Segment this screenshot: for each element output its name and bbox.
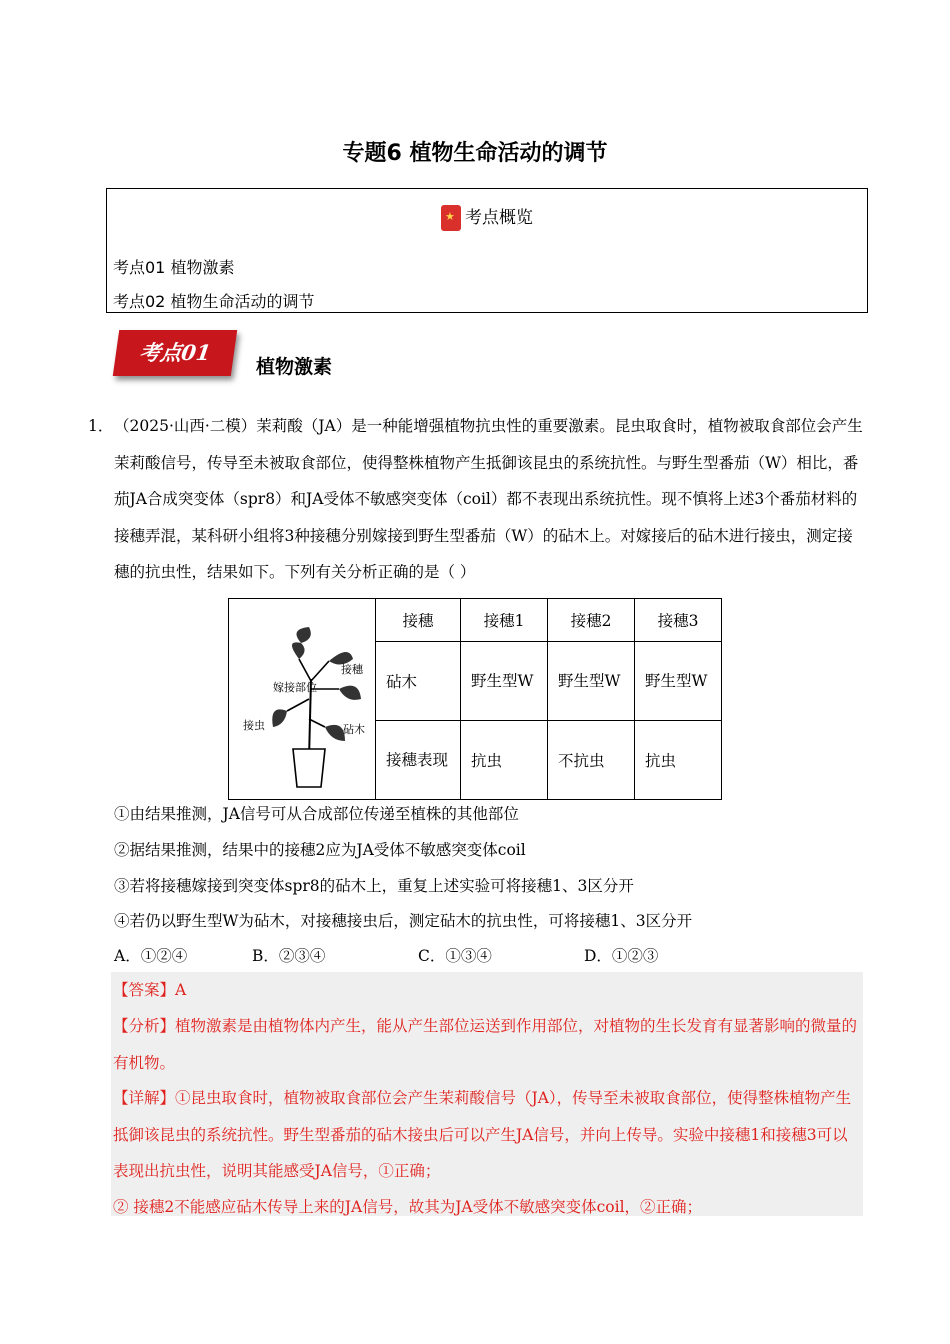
question-1 <box>88 408 868 591</box>
overview-heading-text: 考点概览 <box>465 208 533 228</box>
table-cell: 野生型W <box>461 641 548 720</box>
statement-3: ③若将接穗嫁接到突变体spr8的砧木上，重复上述实验可将接穗1、3区分开 <box>114 877 634 895</box>
table-cell: 抗虫 <box>461 720 548 799</box>
statement-2: ②据结果推测，结果中的接穗2应为JA受体不敏感突变体coil <box>114 841 526 859</box>
label-scion: 接穗 <box>341 663 363 676</box>
column-header: 接穗2 <box>548 599 635 642</box>
page-title: 专题6 植物生命活动的调节 <box>342 141 608 166</box>
overview-heading <box>107 203 867 231</box>
table-cell: 抗虫 <box>635 720 722 799</box>
row-header: 接穗 <box>376 599 461 642</box>
label-rootstock: 砧木 <box>343 723 365 736</box>
analysis-text: 【分析】植物激素是由植物体内产生，能从产生部位运送到作用部位，对植物的生长发育有显著影响的微量的有机物。 <box>113 1017 858 1072</box>
option-c: C．①③④ <box>418 947 492 965</box>
overview-box <box>106 188 868 313</box>
grafted-plant-illustration <box>229 599 375 795</box>
result-table <box>228 598 722 800</box>
overview-item-1: 考点01 植物激素 <box>113 258 235 277</box>
label-insect: 接虫 <box>243 719 265 732</box>
label-graft: 嫁接部位 <box>273 681 317 694</box>
table-cell: 不抗虫 <box>548 720 635 799</box>
section-badge: 考点01 <box>113 330 237 376</box>
column-header: 接穗3 <box>635 599 722 642</box>
answer-block <box>111 972 863 1216</box>
overview-item-2: 考点02 植物生命活动的调节 <box>113 292 315 311</box>
row-header: 接穗表现 <box>376 720 461 799</box>
option-d: D．①②③ <box>584 947 659 965</box>
statement-4: ④若仍以野生型W为砧木，对接穗接虫后，测定砧木的抗虫性，可将接穗1、3区分开 <box>114 912 693 930</box>
section-title: 植物激素 <box>256 356 333 378</box>
row-header: 砧木 <box>376 641 461 720</box>
column-header: 接穗1 <box>461 599 548 642</box>
detail-text: 【详解】①昆虫取食时，植物被取食部位会产生茉莉酸信号（JA），传导至未被取食部位，使得整株植物产生抵御该昆虫的系统抗性。野生型番茄的砧木接虫后可以产生JA信号，并向上传导。实验中接穗1和接穗3可以表现出抗虫性，说明其能感受JA信号，①正确； <box>113 1089 852 1180</box>
table-cell: 野生型W <box>548 641 635 720</box>
plant-figure-cell <box>229 599 376 800</box>
option-a: A．①②④ <box>114 947 188 965</box>
table-cell: 野生型W <box>635 641 722 720</box>
question-number: 1． <box>88 417 114 435</box>
detail-text-2: ② 接穗2不能感应砧木传导上来的JA信号，故其为JA受体不敏感突变体coil，②正确； <box>113 1198 703 1216</box>
statement-1: ①由结果推测，JA信号可从合成部位传递至植株的其他部位 <box>114 805 519 823</box>
option-b: B．②③④ <box>252 947 326 965</box>
book-icon <box>441 205 461 231</box>
answer-line: 【答案】A <box>113 981 187 999</box>
question-text: （2025·山西·二模）茉莉酸（JA）是一种能增强植物抗虫性的重要激素。昆虫取食时，植物被取食部位会产生茉莉酸信号，传导至未被取食部位，使得整株植物产生抵御该昆虫的系统抗性。与野生型番茄（W）相比，番茄JA合成突变体（spr8）和JA受体不敏感突变体（coil）都不表现出系统抗性。现不慎将上述3个番茄材料的接穗弄混，某科研小组将3种接穗分别嫁接到野生型番茄（W）的砧木上。对嫁接后的砧木进行接虫，测定接穗的抗虫性，结果如下。下列有关分析正确的是（ ） <box>114 417 863 581</box>
